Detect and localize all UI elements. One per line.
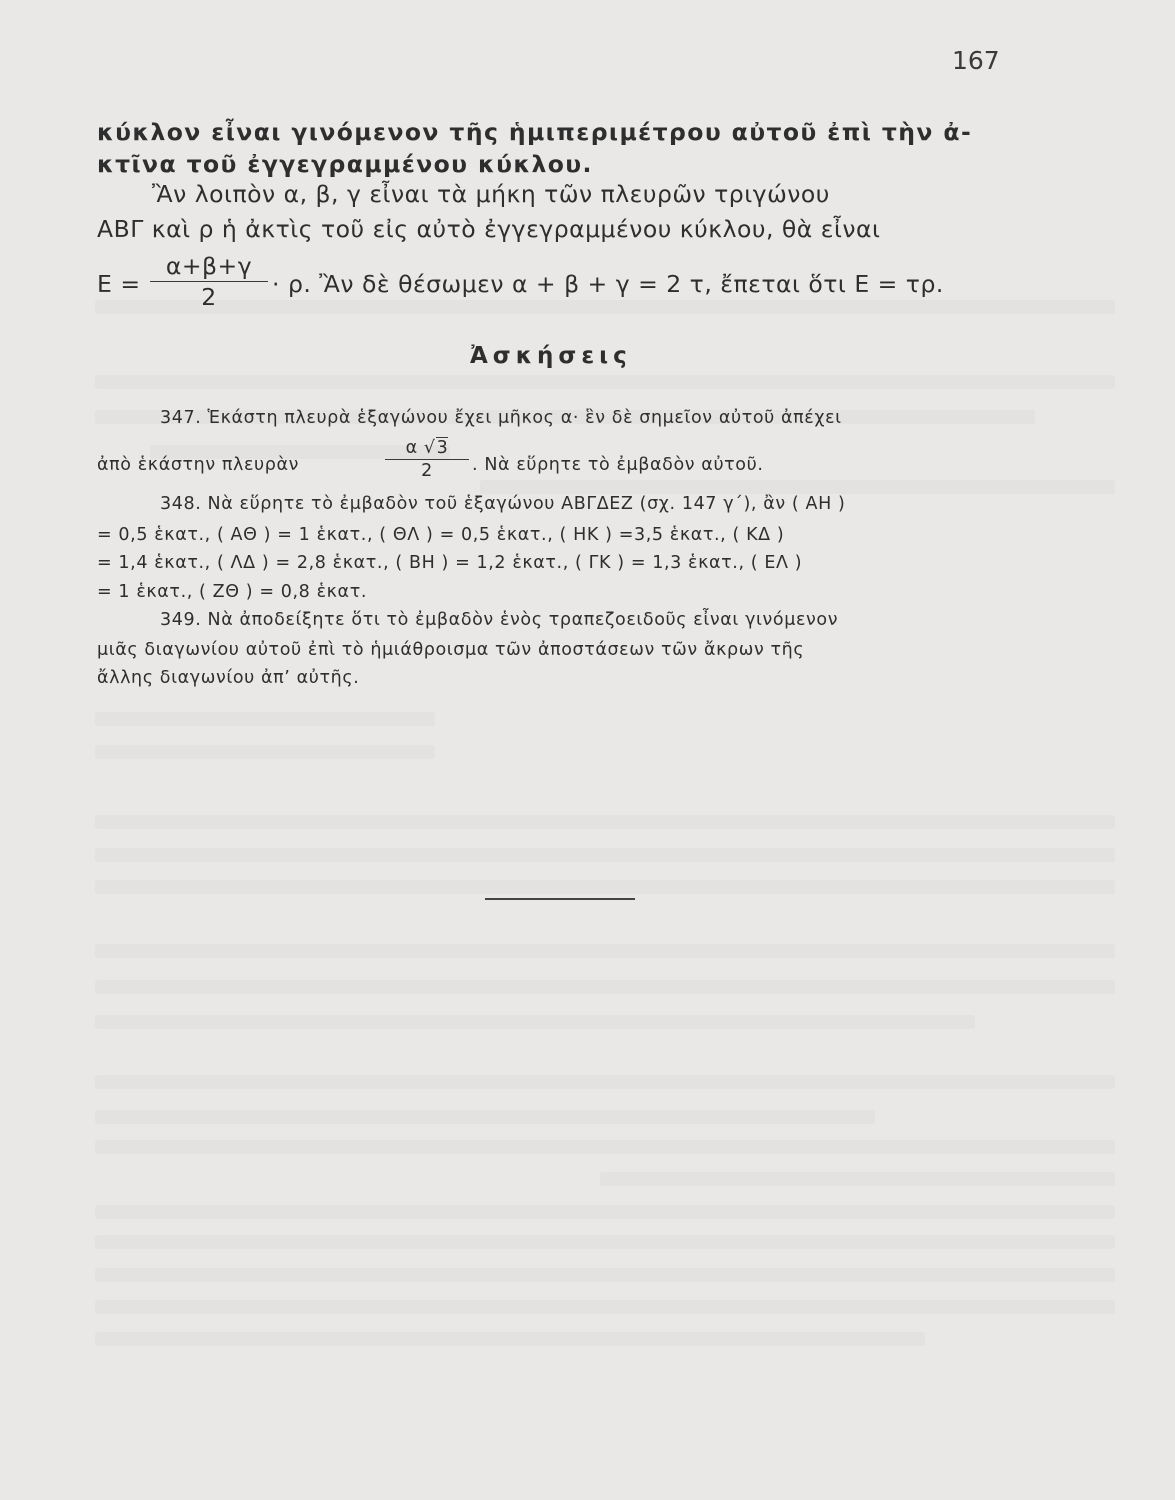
section-title: Ἀσκήσεις: [470, 343, 632, 369]
theorem-line-2: κτῖνα τοῦ ἐγγεγραμμένου κύκλου.: [97, 150, 593, 178]
sqrt-sign: √: [423, 438, 436, 458]
exercise-349-line-1: 349. Νὰ ἀποδείξητε ὅτι τὸ ἐμβαδὸν ἑνὸς τραπεζοειδοῦς εἶναι γινόμενον: [160, 610, 839, 630]
fraction-numerator: α+β+γ: [150, 252, 268, 282]
exercise-347-line-2-end: . Νὰ εὕρητε τὸ ἐμβαδὸν αὐτοῦ.: [472, 455, 764, 475]
radicand: 3: [436, 438, 449, 458]
exercise-348-line-3: = 1,4 ἑκατ., ( ΛΔ ) = 2,8 ἑκατ., ( ΒΗ ) = 1,2 ἑκατ., ( ΓΚ ) = 1,3 ἑκατ., ( ΕΛ ): [97, 553, 803, 573]
semiperimeter-fraction: [150, 252, 268, 311]
fraction-denominator: 2: [201, 283, 217, 311]
exercise-348-line-1: 348. Νὰ εὕρητε τὸ ἐμβαδὸν τοῦ ἑξαγώνου ΑΒΓΔΕΖ (σχ. 147 γ΄), ἂν ( ΑΗ ): [160, 494, 846, 514]
exercise-347-line-1: 347. Ἑκάστη πλευρὰ ἑξαγώνου ἔχει μῆκος α· ἓν δὲ σημεῖον αὐτοῦ ἀπέχει: [160, 408, 842, 428]
formula-rest: · ρ. Ἂν δὲ θέσωμεν α + β + γ = 2 τ, ἔπεται ὅτι Ε = τρ.: [272, 270, 944, 298]
fraction-denominator: 2: [421, 461, 433, 481]
exercise-347-line-2-start: ἀπὸ ἑκάστην πλευρὰν: [97, 455, 300, 475]
exercise-349-line-2: μιᾶς διαγωνίου αὐτοῦ ἐπὶ τὸ ἡμιάθροισμα τῶν ἀποστάσεων τῶν ἄκρων τῆς: [97, 640, 805, 660]
alpha-symbol: α: [405, 438, 418, 458]
theorem-line-1: κύκλον εἶναι γινόμενον τῆς ἡμιπεριμέτρου αὐτοῦ ἐπὶ τὴν ἀ-: [97, 118, 973, 146]
formula-para-line-1: Ἂν λοιπὸν α, β, γ εἶναι τὰ μήκη τῶν πλευρῶν τριγώνου: [152, 180, 830, 208]
page-number: 167: [952, 46, 1000, 75]
distance-fraction: [385, 437, 469, 481]
section-end-rule: [485, 898, 635, 900]
fraction-numerator: [385, 437, 469, 460]
exercise-349-line-3: ἄλλης διαγωνίου ἀπ’ αὐτῆς.: [97, 668, 360, 688]
exercise-348-line-2: = 0,5 ἑκατ., ( ΑΘ ) = 1 ἑκατ., ( ΘΛ ) = 0,5 ἑκατ., ( ΗΚ ) =3,5 ἑκατ., ( ΚΔ ): [97, 525, 785, 545]
exercise-348-line-4: = 1 ἑκατ., ( ΖΘ ) = 0,8 ἑκατ.: [97, 582, 367, 602]
formula-para-line-2: ΑΒΓ καὶ ρ ἡ ἀκτὶς τοῦ εἰς αὐτὸ ἐγγεγραμμένου κύκλου, θὰ εἶναι: [97, 215, 881, 243]
area-symbol: Ε =: [97, 270, 141, 298]
